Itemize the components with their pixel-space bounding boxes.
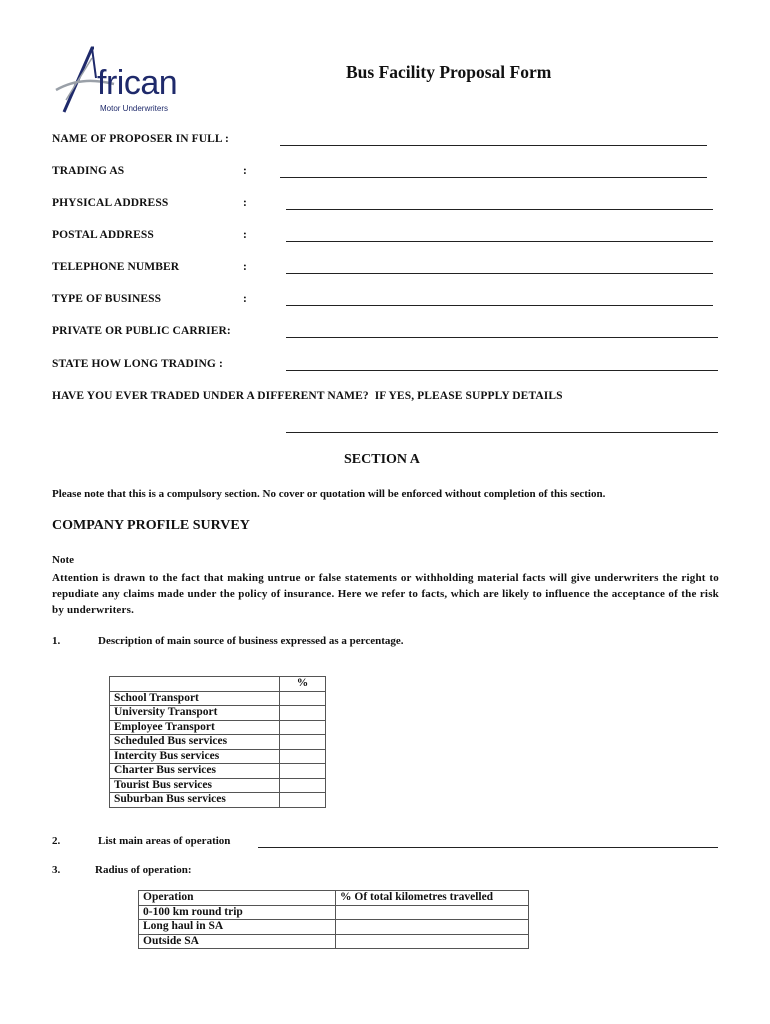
field-label-carrier: PRIVATE OR PUBLIC CARRIER: bbox=[52, 325, 231, 337]
company-logo bbox=[52, 38, 202, 120]
percent-input-cell[interactable] bbox=[280, 691, 326, 706]
table-row bbox=[110, 749, 326, 764]
table-row bbox=[110, 691, 326, 706]
percent-input-cell[interactable] bbox=[280, 735, 326, 750]
table-cell: Scheduled Bus services bbox=[110, 735, 280, 750]
field-label-how-long-trading: STATE HOW LONG TRADING : bbox=[52, 358, 223, 370]
field-line-physical-address[interactable] bbox=[286, 209, 713, 210]
radius-table bbox=[138, 890, 529, 949]
field-line-areas-of-operation[interactable] bbox=[258, 847, 718, 848]
km-input-cell[interactable] bbox=[336, 905, 529, 920]
table-header-row bbox=[139, 891, 529, 906]
table-cell: Suburban Bus services bbox=[110, 793, 280, 808]
table-cell: University Transport bbox=[110, 706, 280, 721]
table-row bbox=[110, 720, 326, 735]
field-colon: : bbox=[243, 293, 247, 305]
question-text: Description of main source of business expressed as a percentage. bbox=[98, 635, 404, 647]
table-cell: School Transport bbox=[110, 691, 280, 706]
field-label-physical-address: PHYSICAL ADDRESS bbox=[52, 197, 169, 209]
table-row bbox=[110, 735, 326, 750]
table-row bbox=[139, 905, 529, 920]
field-line-type-of-business[interactable] bbox=[286, 305, 713, 306]
question-text: Radius of operation: bbox=[95, 864, 192, 876]
percent-input-cell[interactable] bbox=[280, 706, 326, 721]
question-number: 3. bbox=[52, 864, 61, 876]
table-cell: Outside SA bbox=[139, 934, 336, 949]
logo-subtext: Motor Underwriters bbox=[100, 104, 169, 113]
field-label-telephone: TELEPHONE NUMBER bbox=[52, 261, 180, 273]
field-line-postal-address[interactable] bbox=[286, 241, 713, 242]
table-row bbox=[139, 934, 529, 949]
percent-input-cell[interactable] bbox=[280, 778, 326, 793]
field-colon: : bbox=[243, 229, 247, 241]
field-line-how-long-trading[interactable] bbox=[286, 370, 718, 371]
field-line-telephone[interactable] bbox=[286, 273, 713, 274]
field-line-different-name[interactable] bbox=[286, 432, 718, 433]
km-input-cell[interactable] bbox=[336, 934, 529, 949]
percent-input-cell[interactable] bbox=[280, 764, 326, 779]
business-source-table bbox=[109, 676, 326, 808]
field-label-postal-address: POSTAL ADDRESS bbox=[52, 229, 154, 241]
field-line-trading-as[interactable] bbox=[280, 177, 707, 178]
field-label-type-of-business: TYPE OF BUSINESS bbox=[52, 293, 162, 305]
field-label-trading-as: TRADING AS bbox=[52, 165, 125, 177]
table-row bbox=[110, 778, 326, 793]
table-header-row bbox=[110, 677, 326, 692]
percent-input-cell[interactable] bbox=[280, 793, 326, 808]
field-line-name[interactable] bbox=[280, 145, 707, 146]
question-text: List main areas of operation bbox=[98, 835, 231, 847]
table-header-cell: % Of total kilometres travelled bbox=[336, 891, 529, 906]
question-number: 1. bbox=[52, 635, 61, 647]
percent-input-cell[interactable] bbox=[280, 749, 326, 764]
note-text: Attention is drawn to the fact that making untrue or false statements or withholding material facts will give underwriters the right to repudiate any claims made under the policy of insurance. Here we refer to facts, which are likely to influence the acceptance of the risk by underwriters. bbox=[52, 572, 719, 616]
table-cell: Long haul in SA bbox=[139, 920, 336, 935]
section-heading: SECTION A bbox=[344, 452, 420, 467]
table-header-cell: % bbox=[280, 677, 326, 692]
km-input-cell[interactable] bbox=[336, 920, 529, 935]
table-row bbox=[110, 764, 326, 779]
table-row bbox=[139, 920, 529, 935]
table-cell: Employee Transport bbox=[110, 720, 280, 735]
table-header-cell: Operation bbox=[139, 891, 336, 906]
note-label: Note bbox=[52, 554, 74, 566]
company-profile-heading: COMPANY PROFILE SURVEY bbox=[52, 518, 250, 533]
compulsory-note: Please note that this is a compulsory section. No cover or quotation will be enforced without completion of this section. bbox=[52, 488, 606, 500]
percent-input-cell[interactable] bbox=[280, 720, 326, 735]
table-cell bbox=[110, 677, 280, 692]
table-cell: Charter Bus services bbox=[110, 764, 280, 779]
logo-text: frican bbox=[97, 64, 178, 102]
field-colon: : bbox=[243, 197, 247, 209]
table-row bbox=[110, 793, 326, 808]
field-line-carrier[interactable] bbox=[286, 337, 718, 338]
table-row bbox=[110, 706, 326, 721]
field-colon: : bbox=[243, 261, 247, 273]
different-name-question: HAVE YOU EVER TRADED UNDER A DIFFERENT NAME? IF YES, PLEASE SUPPLY DETAILS bbox=[52, 390, 563, 402]
table-cell: Tourist Bus services bbox=[110, 778, 280, 793]
question-number: 2. bbox=[52, 835, 61, 847]
table-cell: Intercity Bus services bbox=[110, 749, 280, 764]
field-label-name: NAME OF PROPOSER IN FULL : bbox=[52, 133, 229, 145]
form-title: Bus Facility Proposal Form bbox=[346, 62, 552, 82]
field-colon: : bbox=[243, 165, 247, 177]
table-cell: 0-100 km round trip bbox=[139, 905, 336, 920]
